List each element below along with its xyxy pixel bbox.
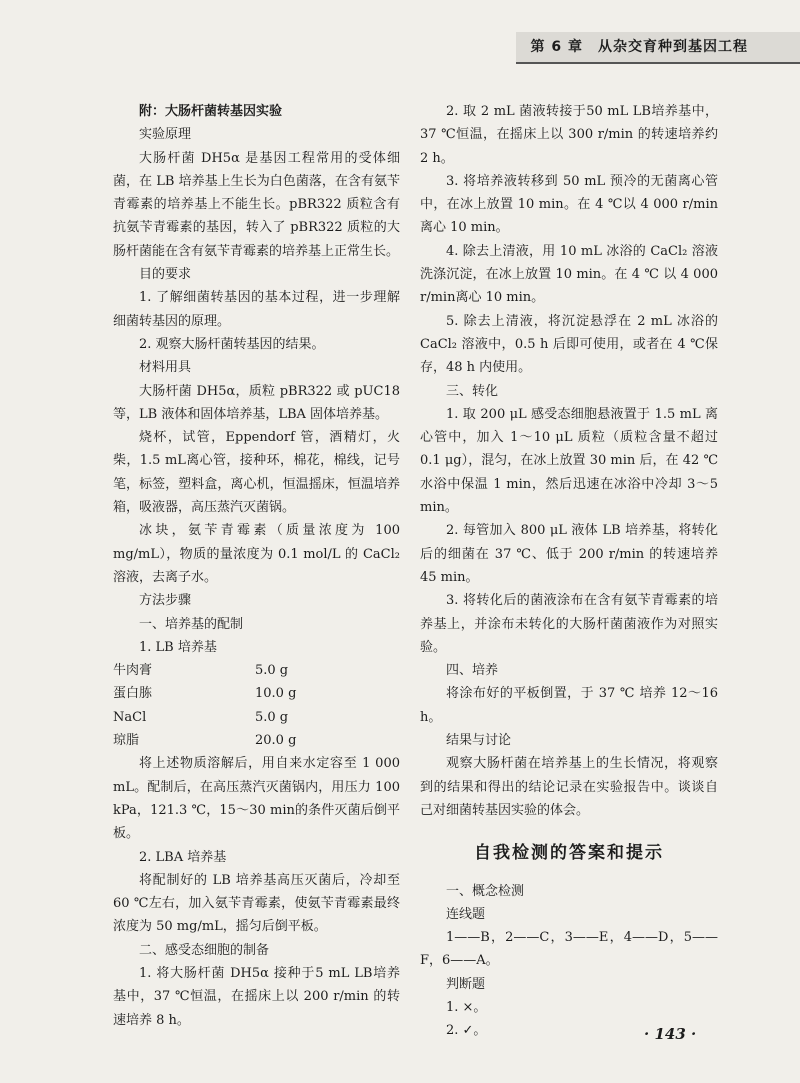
paragraph: 观察大肠杆菌在培养基上的生长情况，将观察到的结果和得出的结论记录在实验报告中。谈谈自己对细菌转基因实验的体会。 <box>420 756 718 818</box>
paragraph: 2. 取 2 mL 菌液转接于50 mL LB培养基中，37 ℃恒温，在摇床上以 300 r/min 的转速培养约2 h。 <box>420 104 718 166</box>
section-title: 自我检测的答案和提示 <box>474 843 664 864</box>
heading: 四、培养 <box>446 663 499 679</box>
paragraph: 1. 取 200 μL 感受态细胞悬液置于 1.5 mL 离心管中，加入 1～10 μL 质粒（质粒含量不超过 0.1 μg），混匀，在冰上放置 30 min 后，在 42 ℃水浴中保温 1 min，然后迅速在冰浴中冷却 3～5 min。 <box>420 406 718 516</box>
page-number: · 143 · <box>644 1025 697 1043</box>
paragraph: 2. 每管加入 800 μL 液体 LB 培养基，将转化后的细菌在 37 ℃、低于 200 r/min 的转速培养 45 min。 <box>420 523 718 585</box>
ingredient-row <box>113 729 400 752</box>
paragraph: 1——B，2——C，3——E，4——D，5——F，6——A。 <box>420 930 718 969</box>
paragraph: 大肠杆菌 DH5α 是基因工程常用的受体细菌，在 LB 培养基上生长为白色菌落，在含有氨苄青霉素的培养基上不能生长。pBR322 质粒含有抗氨苄青霉素的基因，转入了 pBR322 质粒的大肠杆菌能在含有氨苄青霉素的培养基上正常生长。 <box>113 150 400 259</box>
heading: 实验原理 <box>139 127 192 143</box>
heading: 一、概念检测 <box>446 883 525 899</box>
header-rule <box>516 62 800 64</box>
paragraph: 将涂布好的平板倒置，于 37 ℃ 培养 12～16 h。 <box>420 686 718 725</box>
heading: 附：大肠杆菌转基因实验 <box>139 104 283 119</box>
paragraph: 1. 了解细菌转基因的基本过程，进一步理解细菌转基因的原理。 <box>113 290 400 329</box>
heading: 2. LBA 培养基 <box>139 849 227 865</box>
ingredient-amount: 10.0 g <box>255 686 297 702</box>
paragraph: 大肠杆菌 DH5α，质粒 pBR322 或 pUC18 等，LB 液体和固体培养基，LBA 固体培养基。 <box>113 383 400 422</box>
paragraph: 4. 除去上清液，用 10 mL 冰浴的 CaCl₂ 溶液洗涤沉淀，在冰上放置 10 min。在 4 ℃ 以 4 000 r/min离心 10 min。 <box>420 243 718 306</box>
heading: 目的要求 <box>139 267 192 283</box>
ingredient-name: 牛肉膏 <box>113 663 153 679</box>
paragraph: 3. 将培养液转移到 50 mL 预冷的无菌离心管中，在冰上放置 10 min。在 4 ℃以 4 000 r/min 离心 10 min。 <box>420 173 718 236</box>
heading: 一、培养基的配制 <box>139 616 244 632</box>
heading: 1. ×。 <box>446 999 487 1015</box>
paragraph: 5. 除去上清液，将沉淀悬浮在 2 mL 冰浴的 CaCl₂ 溶液中，0.5 h 后即可使用，或者在 4 ℃保存，48 h 内使用。 <box>420 313 718 376</box>
ingredient-name: 蛋白胨 <box>113 686 153 702</box>
heading: 判断题 <box>446 976 486 992</box>
left-column <box>113 100 400 1032</box>
ingredient-amount: 20.0 g <box>255 733 297 749</box>
heading: 材料用具 <box>139 360 192 376</box>
ingredient-name: 琼脂 <box>113 733 140 749</box>
heading: 结果与讨论 <box>446 733 512 749</box>
heading: 2. ✓。 <box>446 1023 487 1039</box>
paragraph: 2. 观察大肠杆菌转基因的结果。 <box>139 336 325 352</box>
heading: 二、感受态细胞的制备 <box>139 942 270 958</box>
ingredient-amount: 5.0 g <box>255 709 289 725</box>
paragraph: 将配制好的 LB 培养基高压灭菌后，冷却至 60 ℃左右，加入氨苄青霉素，使氨苄青霉素最终浓度为 50 mg/mL，摇匀后倒平板。 <box>113 872 400 935</box>
paragraph: 将上述物质溶解后，用自来水定容至 1 000 mL。配制后，在高压蒸汽灭菌锅内，用压力 100 kPa，121.3 ℃，15～30 min的条件灭菌后倒平板。 <box>113 756 400 842</box>
ingredient-row <box>113 682 400 705</box>
ingredient-amount: 5.0 g <box>255 663 289 679</box>
ingredient-row <box>113 659 400 682</box>
paragraph: 烧杯，试管，Eppendorf 管，酒精灯，火柴，1.5 mL离心管，接种环，棉花，棉线，记号笔，标签，塑料盒，离心机，恒温摇床，恒温培养箱，吸液器，高压蒸汽灭菌锅。 <box>113 430 400 516</box>
paragraph: 3. 将转化后的菌液涂布在含有氨苄青霉素的培养基上，并涂布未转化的大肠杆菌菌液作为对照实验。 <box>420 593 718 655</box>
heading: 连线题 <box>446 906 486 922</box>
heading: 1. LB 培养基 <box>139 639 217 655</box>
heading: 方法步骤 <box>139 593 192 609</box>
right-column <box>420 100 718 1043</box>
heading: 三、转化 <box>446 383 499 399</box>
chapter-header: 第 6 章 从杂交育种到基因工程 <box>530 39 748 55</box>
paragraph: 1. 将大肠杆菌 DH5α 接种于5 mL LB培养基中，37 ℃恒温，在摇床上以 200 r/min 的转速培养 8 h。 <box>113 965 400 1028</box>
ingredient-row <box>113 706 400 729</box>
ingredient-name: NaCl <box>113 709 147 725</box>
paragraph: 冰块，氨苄青霉素（质量浓度为 100 mg/mL），物质的量浓度为 0.1 mol/L 的 CaCl₂ 溶液，去离子水。 <box>113 523 400 585</box>
